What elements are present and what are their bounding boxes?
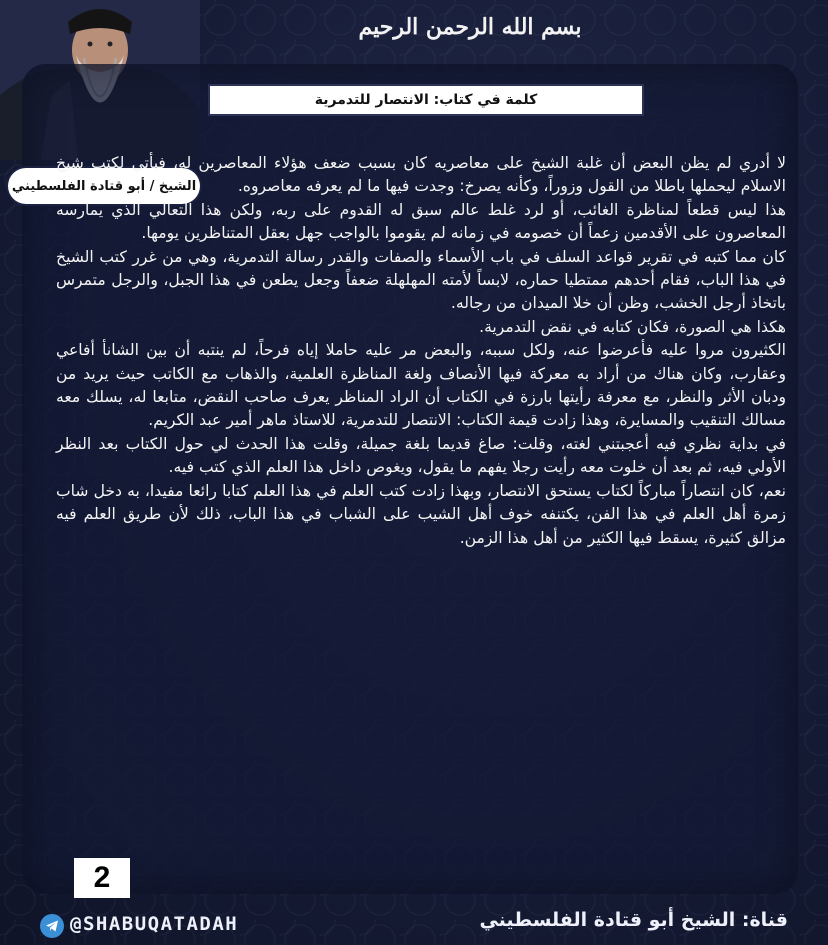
telegram-handle[interactable]: @SHABUQATADAH — [70, 913, 239, 935]
channel-name: قناة: الشيخ أبو قتادة الفلسطيني — [479, 909, 788, 931]
paragraph: نعم، كان انتصاراً مباركاً لكتاب يستحق الانتصار، وبهذا زادت كتب العلم في هذا العلم كتابا رائعا مفيدا، به دخل شاب زمرة أهل العلم في هذا الفن، يكتنفه خوف أهل الشيب على الشباب في هذا الباب، ذلك لأن طريق العلم فيه مزالق كثيرة، يسقط فيها الكثير من أهل هذا الزمن. — [56, 481, 786, 547]
telegram-icon[interactable] — [40, 914, 64, 938]
page-number: 2 — [74, 858, 130, 898]
paragraph: الكثيرون مروا عليه فأعرضوا عنه، ولكل سببه، والبعض مر عليه حاملا إياه فرحاً، لم ينتبه أن بين الشانأ أفاعي وعقارب، وكان هناك من أراد به معركة فيها الأنصاف ولغة المناظرة العلمية، والذهاب مع الكاتب حيث يريد من ودبان الأثر والنظر، مع معرفة رأيتها بارزة في الكتاب أن الراد المناظر يعرف صاحب النقض، متابعا له، يسلك معه مسالك التنقيب والمسايرة، وهذا زادت قيمة الكتاب: الانتصار للتدمرية، للاستاذ ماهر أمير عبد الكريم. — [56, 341, 786, 430]
paragraph: هذا ليس قطعاً لمناظرة الغائب، أو لرد غلط عالم سبق له القدوم على ربه، ولكن هذا التعالي الذي يمارسه المعاصرون على الأقدمين زعماً أن خصومه في زمانه لم يقوموا بالواجب جهل بعقل المتناظرين يومها. — [56, 200, 786, 243]
basmala-heading: بسم الله الرحمن الرحيم — [358, 14, 582, 40]
author-name-tag: الشيخ / أبو قتادة الفلسطيني — [8, 168, 200, 204]
paragraph: لا أدري لم يظن البعض أن غلبة الشيخ على معاصريه كان بسبب ضعف هؤلاء المعاصرين له، فيأتي لكتب شيخ الاسلام ليحملها باطلا من القول وزوراً، وكأنه يصرخ: وجدت فيها ما لم يعرفه معاصروه. — [56, 154, 786, 196]
paragraph: هكذا هي الصورة، فكان كتابه في نقض التدمرية. — [479, 317, 786, 336]
paragraph: في بداية نظري فيه أعجبتني لغته، وقلت: صاغ قديما بلغة جميلة، وقلت هذا الحدث لي حول الكتاب بعد النظر الأولي فيه، ثم بعد أن خلوت معه رأيت رجلا يفهم ما يقول، ويغوص داخل هذا العلم الذي كتب فيه. — [56, 434, 786, 477]
footer-bar — [0, 908, 828, 945]
article-body — [56, 152, 786, 550]
article-title: كلمة في كتاب: الانتصار للتدمرية — [208, 84, 644, 116]
paragraph: كان مما كتبه في تقرير قواعد السلف في باب الأسماء والصفات والقدر رسالة التدمرية، وهي من غرر كتب الشيخ في هذا الباب، فقام أحدهم ممتطيا حماره، لابساً لأمته المهلهلة ضعفاً وجعل يطعن في هذا الجبل، والرجل متمرس باتخاذ أرجل الخشب، وظن أن خلا الميدان من رجاله. — [56, 247, 786, 313]
